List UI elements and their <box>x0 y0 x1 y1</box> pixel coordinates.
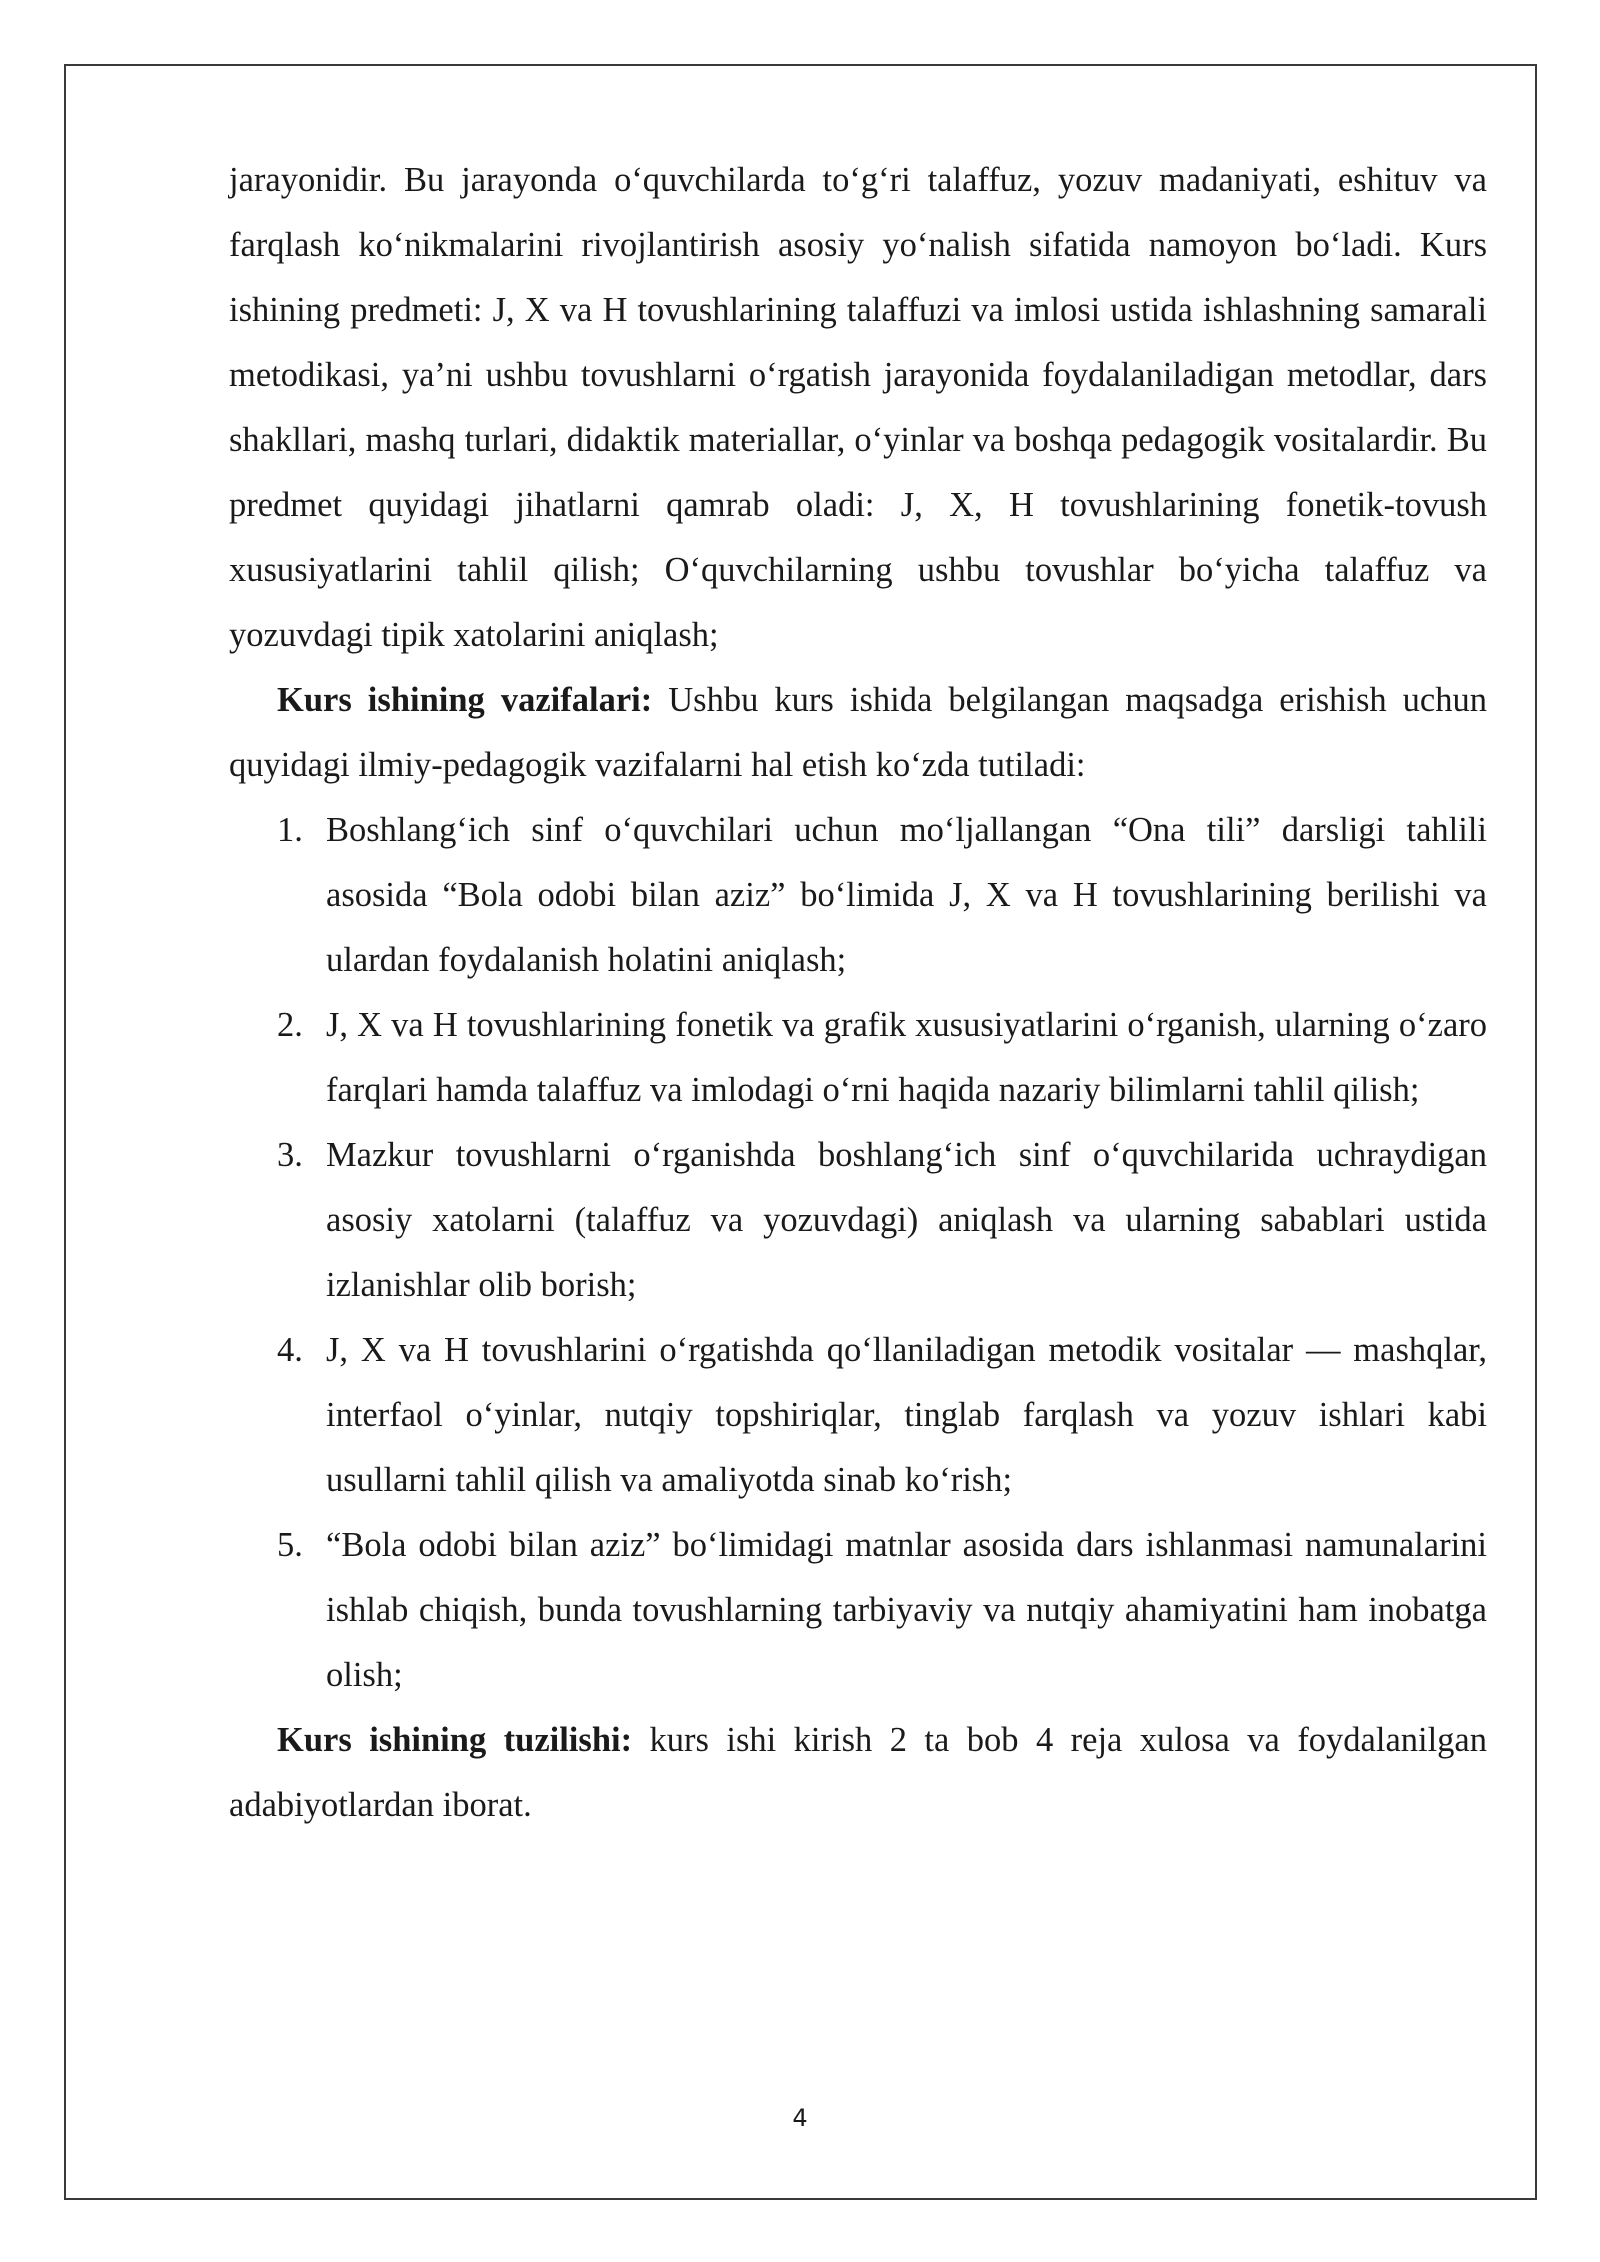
list-item-text: Mazkur tovushlarni o‘rganishda boshlang‘ich sinf o‘quvchilarida uchraydigan asosiy xatolarni (talaffuz va yozuvdagi) aniqlash va ularning sabablari ustida izlanishlar olib borish; <box>326 1136 1487 1304</box>
list-item <box>229 1513 1487 1708</box>
tasks-heading: Kurs ishining vazifalari: <box>277 681 653 719</box>
structure-text: kurs ishi kirish 2 ta bob 4 reja xulosa va foydalanilgan adabiyotlardan iborat. <box>229 1721 1487 1824</box>
list-item-text: J, X va H tovushlarini o‘rgatishda qo‘llaniladigan metodik vositalar — mashqlar, interfaol o‘yinlar, nutqiy topshiriqlar, tinglab farqlash va yozuv ishlari kabi usullarni tahlil qilish va amaliyotda sinab ko‘rish; <box>326 1331 1487 1499</box>
list-item-number: 5. <box>277 1526 303 1564</box>
structure-heading: Kurs ishining tuzilishi: <box>277 1721 633 1759</box>
page-content <box>229 148 1487 1838</box>
list-item-number: 4. <box>277 1331 303 1369</box>
list-item <box>229 1123 1487 1318</box>
list-item-text: “Bola odobi bilan aziz” bo‘limidagi matnlar asosida dars ishlanmasi namunalarini ishlab chiqish, bunda tovushlarning tarbiyaviy va nutqiy ahamiyatini ham inobatga olish; <box>326 1526 1487 1694</box>
page-number: 4 <box>792 2104 808 2132</box>
list-item <box>229 993 1487 1123</box>
list-item-text: J, X va H tovushlarining fonetik va grafik xususiyatlarini o‘rganish, ularning o‘zaro farqlari hamda talaffuz va imlodagi o‘rni haqida nazariy bilimlarni tahlil qilish; <box>326 1006 1487 1109</box>
list-item-text: Boshlang‘ich sinf o‘quvchilari uchun mo‘ljallangan “Ona tili” darsligi tahlili asosida “Bola odobi bilan aziz” bo‘limida J, X va H tovushlarining berilishi va ulardan foydalanish holatini aniqlash; <box>326 811 1487 979</box>
intro-paragraph: jarayonidir. Bu jarayonda o‘quvchilarda to‘g‘ri talaffuz, yozuv madaniyati, eshituv va farqlash ko‘nikmalarini rivojlantirish asosiy yo‘nalish sifatida namoyon bo‘ladi. Kurs ishining predmeti: J, X va H tovushlarining talaffuzi va imlosi ustida ishlashning samarali metodikasi, ya’ni ushbu tovushlarni o‘rgatish jarayonida foydalaniladigan metodlar, dars shakllari, mashq turlari, didaktik materiallar, o‘yinlar va boshqa pedagogik vositalardir. Bu predmet quyidagi jihatlarni qamrab oladi: J, X, H tovushlarining fonetik-tovush xususiyatlarini tahlil qilish; O‘quvchilarning ushbu tovushlar bo‘yicha talaffuz va yozuvdagi tipik xatolarini aniqlash; <box>229 161 1487 654</box>
tasks-intro: Ushbu kurs ishida belgilangan maqsadga erishish uchun quyidagi ilmiy-pedagogik vazifalarni hal etish ko‘zda tutiladi: <box>229 681 1487 784</box>
list-item-number: 2. <box>277 1006 303 1044</box>
tasks-list <box>229 798 1487 1708</box>
structure-paragraph <box>229 1708 1487 1838</box>
list-item-number: 1. <box>277 811 303 849</box>
list-item <box>229 1318 1487 1513</box>
list-item <box>229 798 1487 993</box>
tasks-paragraph <box>229 668 1487 798</box>
list-item-number: 3. <box>277 1136 303 1174</box>
